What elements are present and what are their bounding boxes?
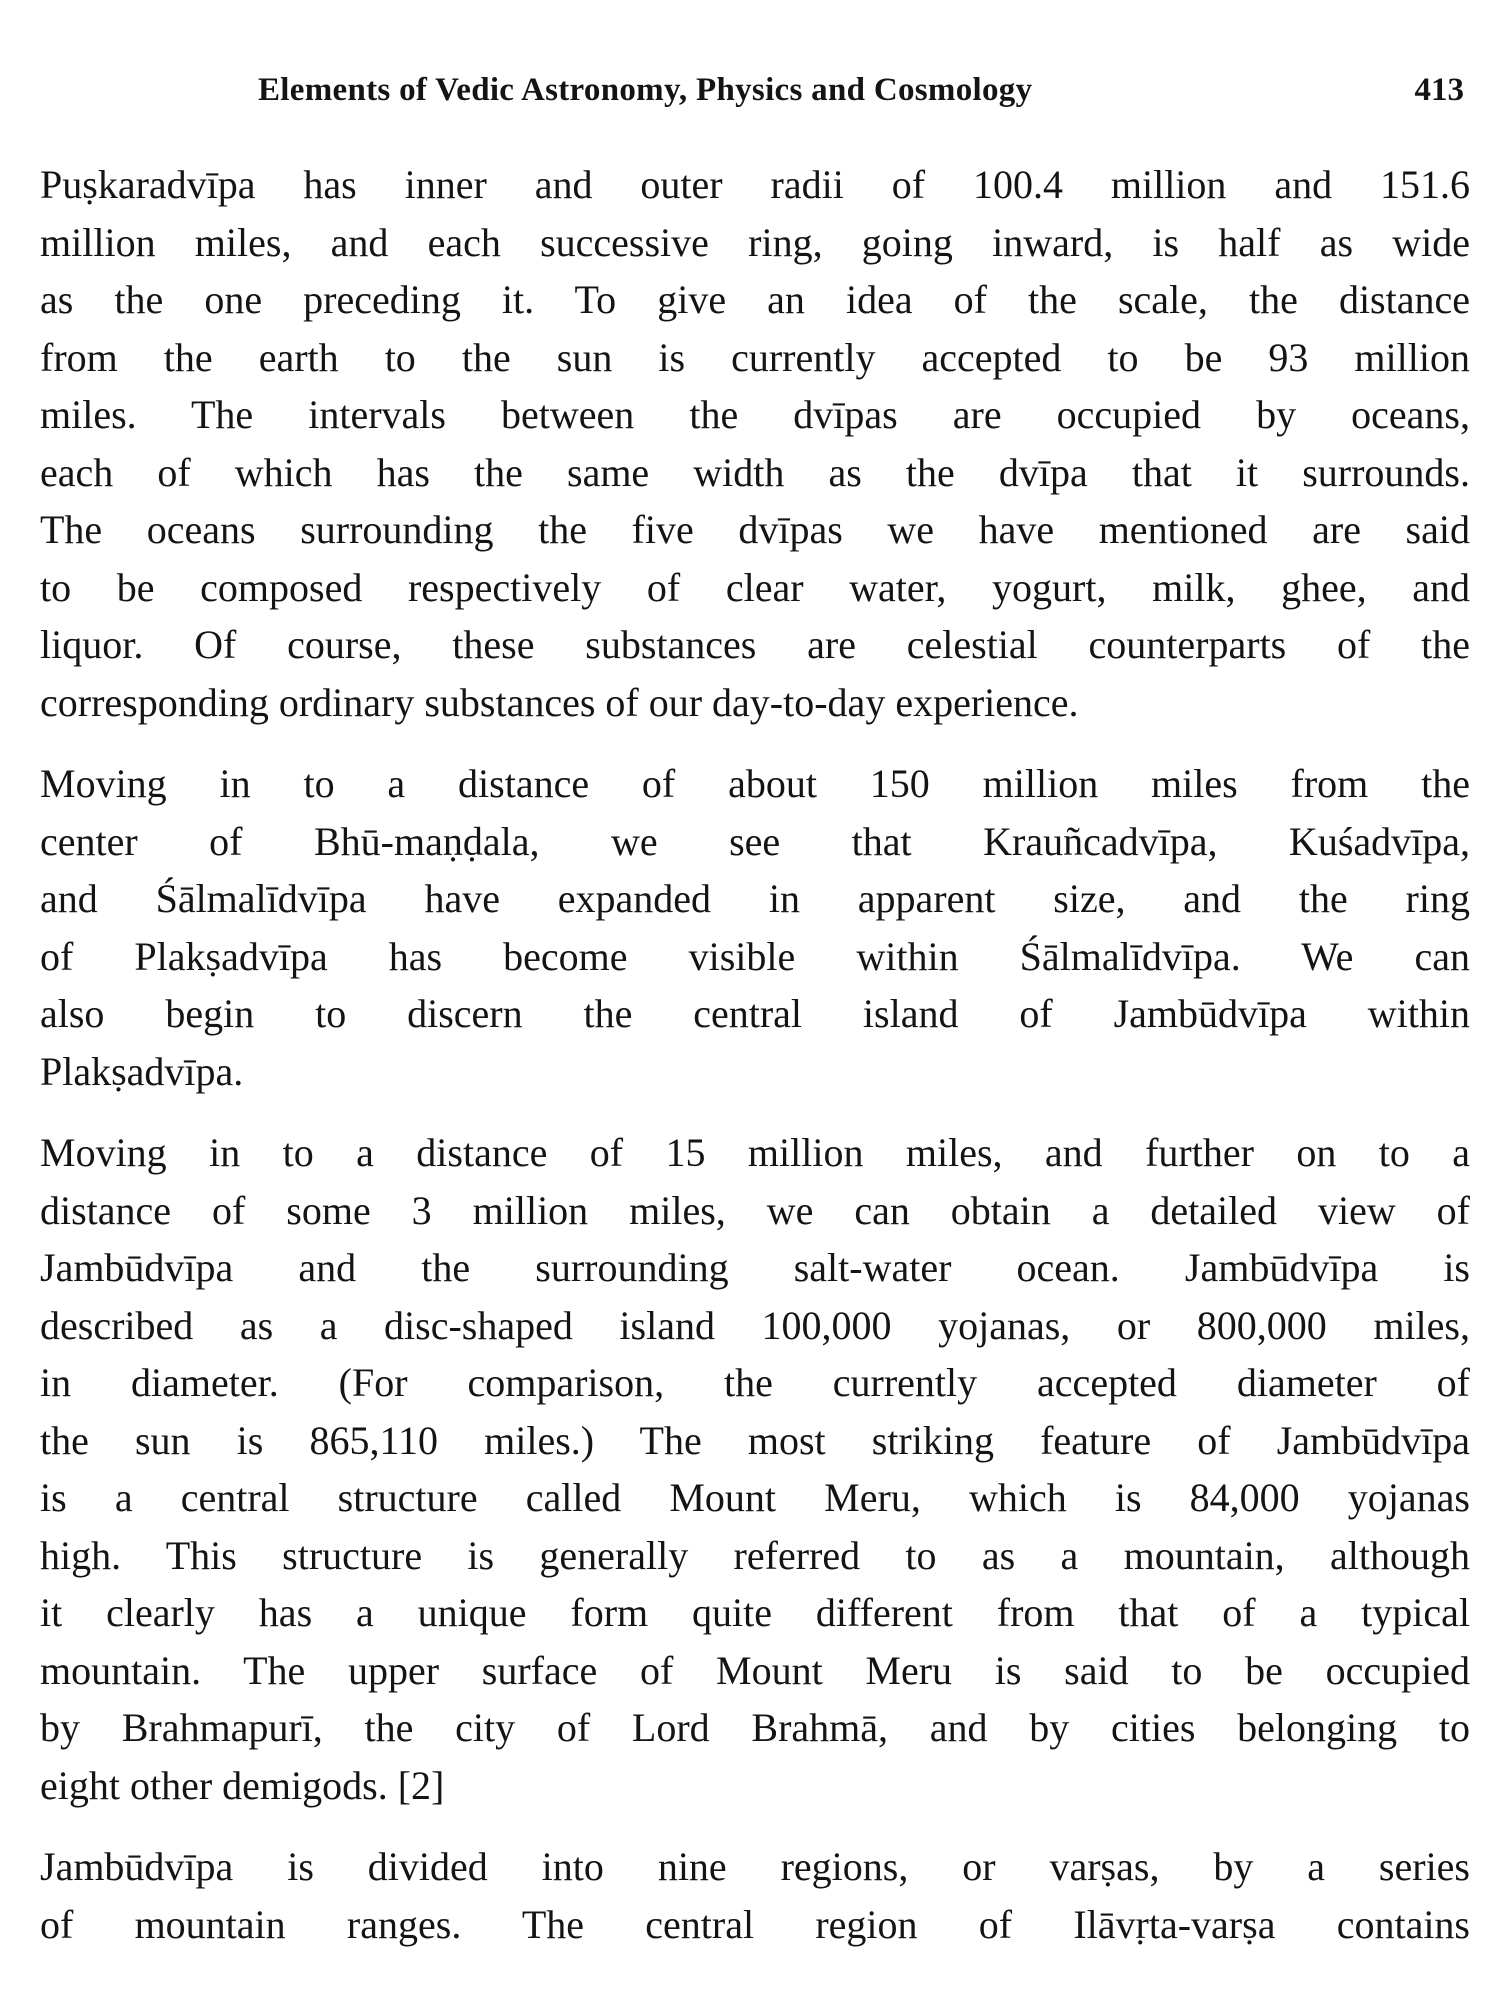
text-line: described as a disc-shaped island 100,000 yojanas, or 800,000 miles, (40, 1302, 1470, 1348)
text-line: million miles, and each successive ring, going inward, is half as wide (40, 219, 1470, 265)
page-number: 413 (1414, 72, 1464, 108)
text-line: Jambūdvīpa is divided into nine regions, or varṣas, by a series (40, 1844, 1470, 1889)
text-line: and Śālmalīdvīpa have expanded in apparent size, and the ring (40, 876, 1470, 921)
text-line: of Plakṣadvīpa has become visible within Śālmalīdvīpa. We can (40, 933, 1470, 979)
text-line: also begin to discern the central island of Jambūdvīpa within (40, 991, 1470, 1036)
text-line: liquor. Of course, these substances are celestial counterparts of the (40, 622, 1470, 667)
text-line: Puṣkaradvīpa has inner and outer radii of 100.4 million and 151.6 (40, 162, 1470, 207)
text-line: Moving in to a distance of 15 million miles, and further on to a (40, 1130, 1470, 1175)
text-line: Plakṣadvīpa. (40, 1048, 244, 1094)
text-line: miles. The intervals between the dvīpas are occupied by oceans, (40, 392, 1470, 437)
text-line: each of which has the same width as the dvīpa that it surrounds. (40, 449, 1470, 495)
text-line: in diameter. (For comparison, the currently accepted diameter of (40, 1360, 1470, 1405)
text-line: to be composed respectively of clear water, yogurt, milk, ghee, and (40, 564, 1470, 610)
text-line: from the earth to the sun is currently accepted to be 93 million (40, 334, 1470, 380)
text-line: corresponding ordinary substances of our day-to-day experience. (40, 679, 1079, 725)
text-line: Moving in to a distance of about 150 million miles from the (40, 761, 1470, 806)
text-line: by Brahmapurī, the city of Lord Brahmā, and by cities belonging to (40, 1705, 1470, 1750)
text-line: Jambūdvīpa and the surrounding salt-water ocean. Jambūdvīpa is (40, 1245, 1470, 1290)
paragraph-puskaradvipa (40, 156, 1470, 731)
text-line: it clearly has a unique form quite different from that of a typical (40, 1590, 1470, 1635)
paragraph-jambudvipa-view (40, 1124, 1470, 1814)
text-line: is a central structure called Mount Meru, which is 84,000 yojanas (40, 1475, 1470, 1520)
text-line: The oceans surrounding the five dvīpas we have mentioned are said (40, 507, 1470, 552)
paragraph-nine-regions (40, 1838, 1470, 1953)
text-line: eight other demigods. [2] (40, 1762, 445, 1808)
text-line: high. This structure is generally referred to as a mountain, although (40, 1532, 1470, 1578)
body-text (40, 156, 1470, 1977)
text-line: as the one preceding it. To give an idea of the scale, the distance (40, 277, 1470, 322)
text-line: center of Bhū-maṇḍala, we see that Krauñcadvīpa, Kuśadvīpa, (40, 818, 1470, 864)
paragraph-150-million-miles (40, 755, 1470, 1100)
running-title: Elements of Vedic Astronomy, Physics and Cosmology (258, 72, 1033, 108)
text-line: of mountain ranges. The central region of Ilāvṛta-varṣa contains (40, 1901, 1470, 1947)
running-header (0, 72, 1500, 122)
text-line: mountain. The upper surface of Mount Meru is said to be occupied (40, 1647, 1470, 1693)
text-line: distance of some 3 million miles, we can obtain a detailed view of (40, 1187, 1470, 1233)
text-line: the sun is 865,110 miles.) The most striking feature of Jambūdvīpa (40, 1417, 1470, 1463)
